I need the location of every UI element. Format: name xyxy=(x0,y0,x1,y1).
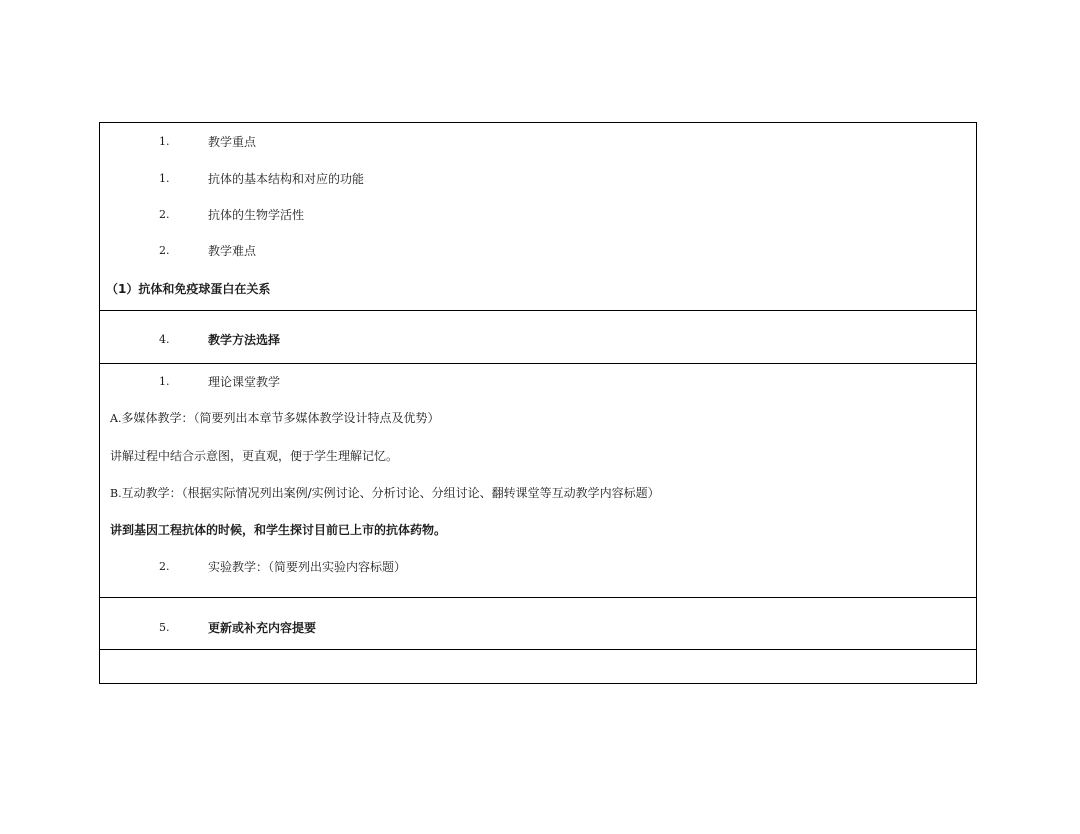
multimedia-letter: A. xyxy=(110,412,122,425)
focus-item-number: 1. xyxy=(159,172,170,185)
multimedia-text: 讲解过程中结合示意图，更直观，便于学生理解记忆。 xyxy=(110,449,399,463)
focus-item-number: 2. xyxy=(159,208,170,221)
interactive-label xyxy=(110,485,660,502)
focus-heading: 教学重点 xyxy=(208,135,257,149)
theory-heading: 理论课堂教学 xyxy=(208,375,281,389)
focus-item-text: 抗体的基本结构和对应的功能 xyxy=(208,172,365,186)
methods-heading: 教学方法选择 xyxy=(208,333,281,347)
experiment-number: 2. xyxy=(159,560,170,573)
methods-content-cell xyxy=(100,363,976,598)
difficulty-item: （1）抗体和免疫球蛋白在关系 xyxy=(106,282,271,296)
methods-heading-cell xyxy=(100,310,976,364)
experiment-label: 实验教学：（简要列出实验内容标题） xyxy=(208,560,407,574)
focus-heading-number: 1. xyxy=(159,135,170,148)
update-heading: 更新或补充内容提要 xyxy=(208,621,317,635)
theory-number: 1. xyxy=(159,375,170,388)
methods-heading-number: 4. xyxy=(159,333,170,346)
update-heading-number: 5. xyxy=(159,621,170,634)
update-content-cell xyxy=(100,649,976,686)
focus-difficulty-cell xyxy=(100,123,976,310)
lesson-plan-table xyxy=(99,122,977,684)
difficulty-heading: 教学难点 xyxy=(208,244,257,258)
interactive-label-text: 互动教学：（根据实际情况列出案例/实例讨论、分析讨论、分组讨论、翻转课堂等互动教学内容标题） xyxy=(121,486,660,500)
focus-item-text: 抗体的生物学活性 xyxy=(208,208,305,222)
difficulty-heading-number: 2. xyxy=(159,244,170,257)
multimedia-label xyxy=(110,410,439,427)
multimedia-label-text: 多媒体教学：（简要列出本章节多媒体教学设计特点及优势） xyxy=(121,411,440,425)
update-heading-cell xyxy=(100,597,976,650)
interactive-text: 讲到基因工程抗体的时候，和学生探讨目前已上市的抗体药物。 xyxy=(110,523,447,537)
interactive-letter: B. xyxy=(110,487,122,500)
